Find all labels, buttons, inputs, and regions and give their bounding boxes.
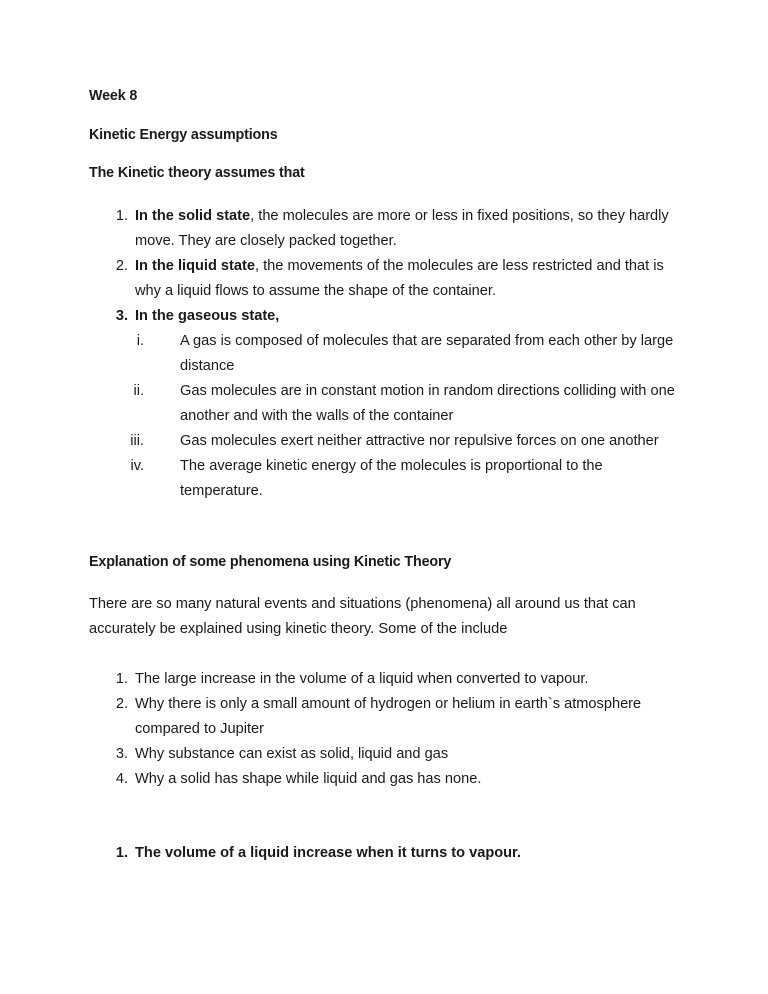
- list-item-text: The large increase in the volume of a liquid when converted to vapour.: [135, 671, 589, 687]
- list-item: [89, 329, 681, 379]
- list-marker: 2.: [115, 696, 128, 712]
- list-item: [89, 767, 681, 792]
- paragraph-spacer: [89, 642, 681, 667]
- list-marker: 1.: [115, 671, 128, 687]
- list-item: [89, 742, 681, 767]
- heading-explanation-phenomena: Explanation of some phenomena using Kinetic Theory: [89, 553, 452, 570]
- list-item-lead: In the solid state: [135, 207, 251, 224]
- list-item-text: Gas molecules exert neither attractive nor repulsive forces on one another: [180, 432, 659, 449]
- assumptions-list: [89, 204, 681, 329]
- phenomena-list: [89, 667, 681, 792]
- list-item: [89, 254, 681, 304]
- list-item: [89, 692, 681, 742]
- list-marker: 3.: [115, 746, 128, 762]
- list-item-text: Gas molecules are in constant motion in random directions colliding with one another and with the walls of the container: [180, 382, 675, 424]
- list-item-text: The average kinetic energy of the molecules is proportional to the temperature.: [180, 457, 603, 499]
- list-item-text: Why a solid has shape while liquid and gas has none.: [135, 771, 482, 787]
- list-marker: 2.: [115, 257, 128, 274]
- list-item: [89, 204, 681, 254]
- list-item: [89, 429, 681, 454]
- list-marker: 1.: [115, 207, 128, 224]
- list-marker: 4.: [115, 771, 128, 787]
- final-numbered-item: [89, 841, 681, 866]
- document-title: Week 8: [89, 88, 138, 104]
- list-item-text: , the molecules are more or less in fixed positions, so they hardly move. They are closely packed together.: [135, 207, 669, 249]
- list-item-text: Why substance can exist as solid, liquid and gas: [135, 746, 449, 762]
- list-marker: 1.: [115, 845, 128, 861]
- section-spacer: [89, 504, 681, 554]
- list-marker: ii.: [133, 382, 144, 399]
- list-item-text: , the movements of the molecules are less restricted and that is why a liquid flows to assume the shape of the container.: [135, 257, 664, 299]
- gaseous-state-sublist: [89, 329, 681, 504]
- section-spacer: [89, 792, 681, 841]
- list-marker: i.: [136, 332, 144, 349]
- list-item-text: A gas is composed of molecules that are separated from each other by large distance: [180, 332, 674, 374]
- list-item: [89, 454, 681, 504]
- list-marker: iii.: [130, 432, 144, 449]
- list-marker: iv.: [130, 457, 144, 474]
- list-item-text: The volume of a liquid increase when it turns to vapour.: [135, 845, 521, 861]
- list-item: [89, 667, 681, 692]
- list-item: [89, 841, 681, 866]
- phenomena-intro-paragraph: There are so many natural events and situations (phenomena) all around us that can accurately be explained using kinetic theory. Some of the include: [89, 596, 636, 637]
- list-item: [89, 304, 681, 329]
- list-item-text: Why there is only a small amount of hydrogen or helium in earth`s atmosphere compared to Jupiter: [135, 696, 642, 737]
- heading-kinetic-energy-assumptions: Kinetic Energy assumptions: [89, 126, 278, 143]
- list-item-lead: In the gaseous state,: [135, 307, 280, 324]
- document-body: [89, 88, 681, 866]
- list-item: [89, 379, 681, 429]
- list-item-lead: In the liquid state: [135, 257, 255, 274]
- list-marker: 3.: [115, 307, 128, 324]
- heading-kinetic-theory-assumes: The Kinetic theory assumes that: [89, 165, 305, 181]
